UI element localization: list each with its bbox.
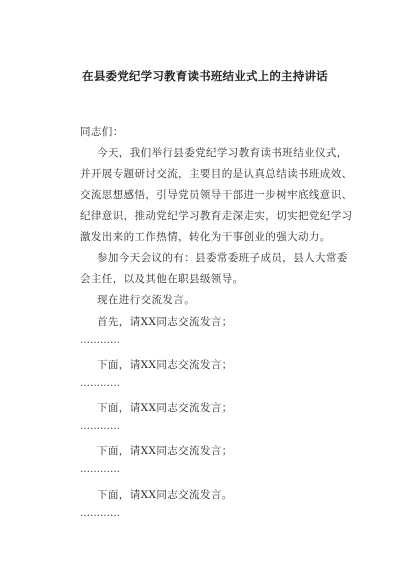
ellipsis-4: ………… xyxy=(80,464,120,475)
speaker-line-2: 下面，请XX同志交流发言； xyxy=(97,359,233,371)
paragraph-1-line-4: 纪律意识，推动党纪学习教育走深走实，切实把党纪学习 xyxy=(80,210,353,222)
ellipsis-3: ………… xyxy=(80,421,120,432)
paragraph-1-line-1: 今天，我们举行县委党纪学习教育读书班结业仪式， xyxy=(97,147,348,159)
speaker-line-4: 下面，请XX同志交流发言； xyxy=(97,445,233,457)
ellipsis-1: ………… xyxy=(80,335,120,346)
document-title: 在县委党纪学习教育读书班结业式上的主持讲话 xyxy=(82,69,328,83)
paragraph-1-line-5: 激发出来的工作热情，转化为干事创业的强大动力。 xyxy=(80,231,331,243)
announcement: 现在进行交流发言。 xyxy=(97,294,196,306)
paragraph-1-line-2: 并开展专题研讨交流，主要目的是认真总结读书班成效、 xyxy=(80,168,353,180)
speaker-line-5: 下面，请XX同志交流发言。 xyxy=(97,489,233,501)
speaker-line-1: 首先，请XX同志交流发言； xyxy=(97,316,233,328)
paragraph-2-line-1: 参加今天会议的有：县委常委班子成员，县人大常委 xyxy=(97,252,348,264)
salutation: 同志们： xyxy=(80,126,124,138)
paragraph-1-line-3: 交流思想感悟，引导党员领导干部进一步树牢底线意识、 xyxy=(80,189,353,201)
paragraph-2-line-2: 会主任，以及其他在职县级领导。 xyxy=(80,273,244,285)
ellipsis-5: ………… xyxy=(80,508,120,519)
speaker-line-3: 下面，请XX同志交流发言； xyxy=(97,402,233,414)
ellipsis-2: ………… xyxy=(80,378,120,389)
